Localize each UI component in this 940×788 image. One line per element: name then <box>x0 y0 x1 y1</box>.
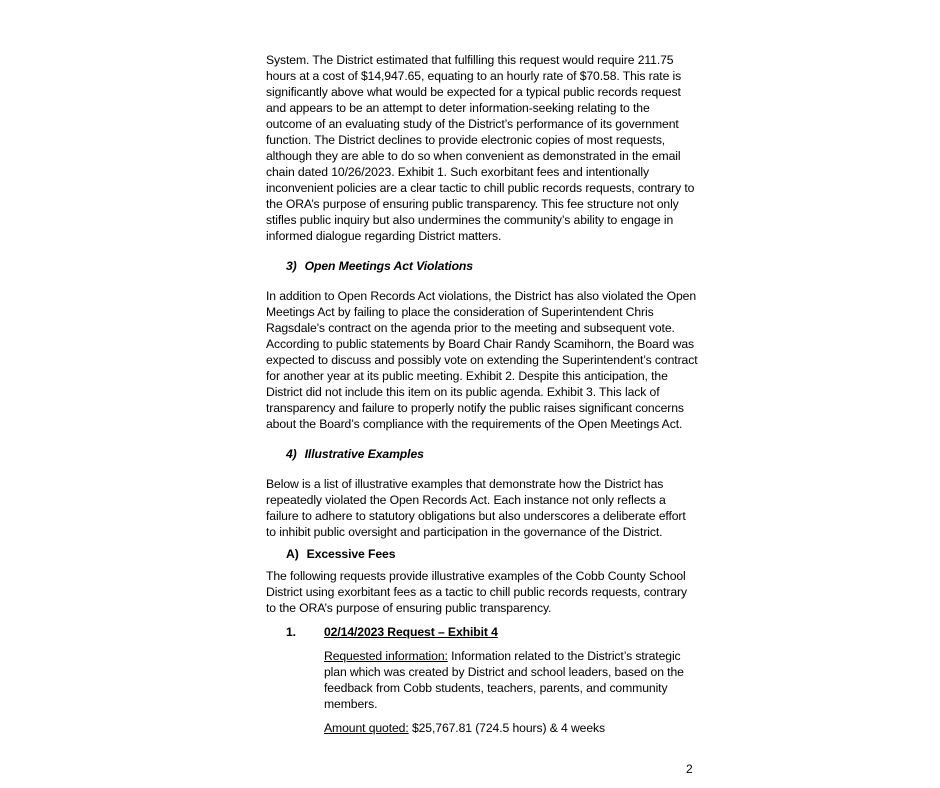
requested-information-label: Requested information: <box>324 649 448 663</box>
requested-information-text: Information related to the District’s strategic plan which was created by District and school leaders, based on the feedback from Cobb students, teachers, parents, and community members. <box>324 649 684 711</box>
amount-quoted-text: $25,767.81 (724.5 hours) & 4 weeks <box>408 721 606 735</box>
subsection-heading-excessive-fees <box>286 546 698 562</box>
subsection-title: Excessive Fees <box>306 547 396 561</box>
subsection-number: A) <box>286 547 299 561</box>
open-meetings-paragraph: In addition to Open Records Act violations, the District has also violated the Open Meetings Act by failing to place the consideration of Superintendent Chris Ragsdale's contract on the agenda prior to the meeting and subsequent vote. According to public statements by Board Chair Randy Scamihorn, the Board was expected to discuss and possibly vote on extending the Superintendent’s contract for another year at its public meeting. Exhibit 2. Despite this anticipation, the District did not include this item on its public agenda. Exhibit 3. This lack of transparency and failure to properly notify the public raises significant concerns about the Board’s compliance with the requirements of the Open Meetings Act. <box>266 289 698 431</box>
section-heading-open-meetings <box>286 258 698 274</box>
intro-paragraph: System. The District estimated that fulfilling this request would require 211.75 hours at a cost of $14,947.65, equating to an hourly rate of $70.58. This rate is significantly above what would be expected for a typical public records request and appears to be an attempt to deter information-seeking relating to the outcome of an evaluating study of the District’s performance of its government function. The District declines to provide electronic copies of most requests, although they are able to do so when convenient as demonstrated in the email chain dated 10/26/2023. Exhibit 1. Such exorbitant fees and intentionally inconvenient policies are a clear tactic to chill public records requests, contrary to the ORA’s purpose of ensuring public transparency. This fee structure not only stifles public inquiry but also undermines the community’s ability to engage in informed dialogue regarding District matters. <box>266 53 695 243</box>
section-title: Illustrative Examples <box>304 447 424 461</box>
request-title: 02/14/2023 Request – Exhibit 4 <box>324 625 498 639</box>
page-number: 2 <box>686 762 693 776</box>
section-number: 4) <box>286 447 297 461</box>
document-page <box>266 52 698 744</box>
list-item <box>286 624 698 736</box>
section-number: 3) <box>286 259 297 273</box>
illustrative-examples-paragraph: Below is a list of illustrative examples that demonstrate how the District has repeatedly violated the Open Records Act. Each instance not only reflects a failure to adhere to statutory obligations but also underscores a deliberate effort to inhibit public oversight and participation in the governance of the District. <box>266 477 686 539</box>
amount-quoted <box>324 720 698 736</box>
section-title: Open Meetings Act Violations <box>304 259 473 273</box>
list-marker: 1. <box>286 625 296 639</box>
amount-quoted-label: Amount quoted: <box>324 721 409 735</box>
section-heading-illustrative-examples <box>286 446 698 462</box>
requested-information <box>324 648 698 712</box>
excessive-fees-paragraph: The following requests provide illustrative examples of the Cobb County School District using exorbitant fees as a tactic to chill public records requests, contrary to the ORA’s purpose of ensuring public transparency. <box>266 569 687 615</box>
